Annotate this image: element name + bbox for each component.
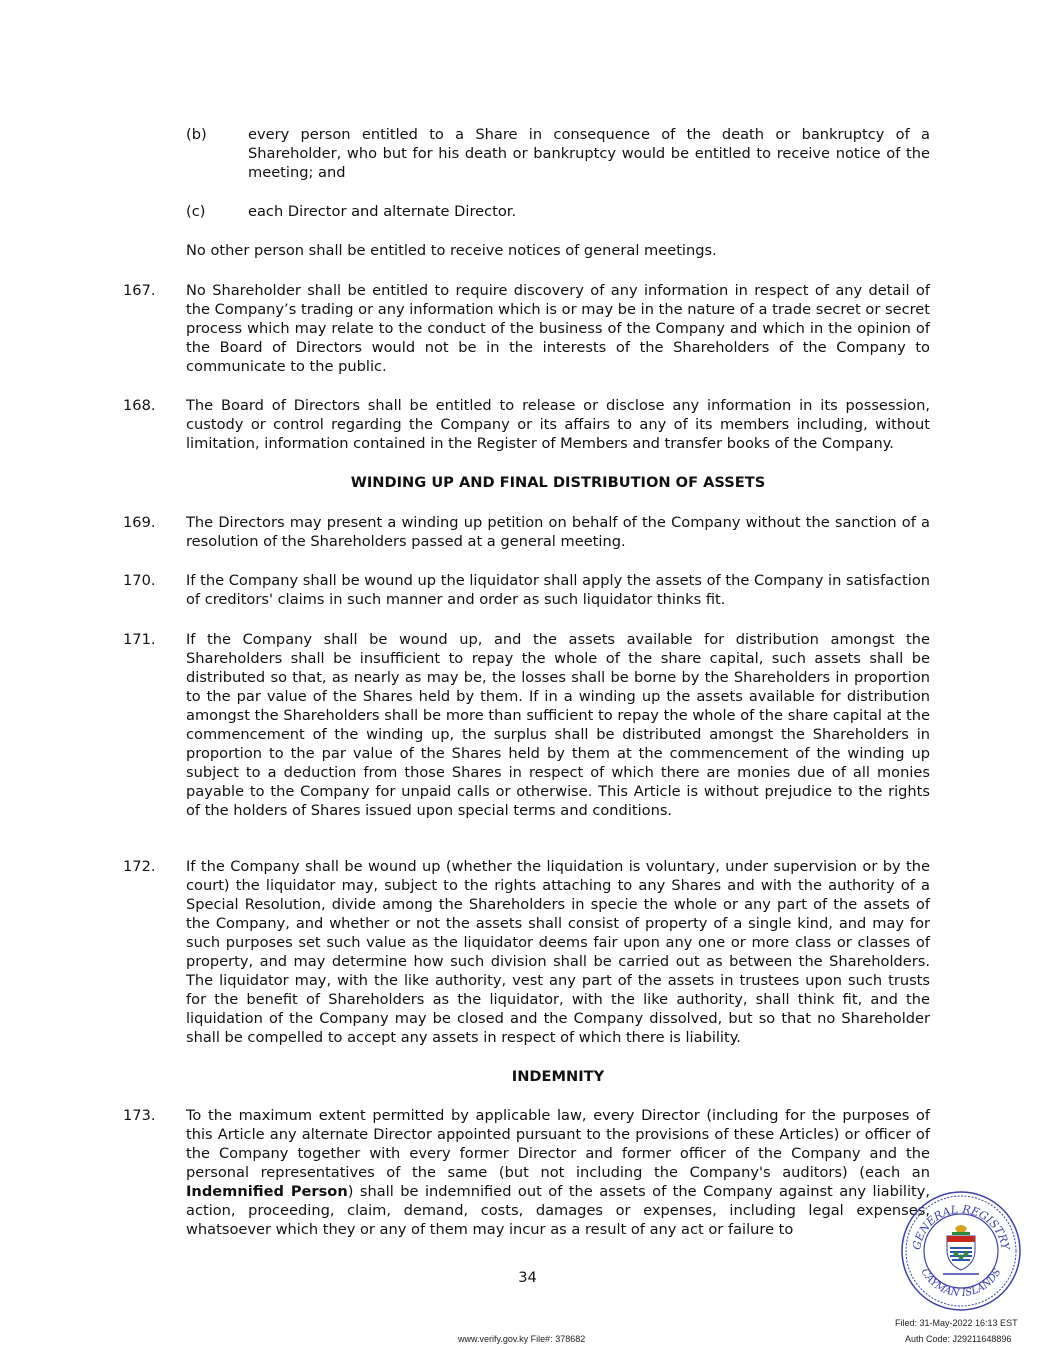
article-173-text xyxy=(186,1106,930,1239)
heading-indemnity: INDEMNITY xyxy=(511,1068,605,1085)
general-registry-seal-icon xyxy=(900,1190,1022,1312)
article-169-text: The Directors may present a winding up petition on behalf of the Company without the sanction of a resolution of the Shareholders passed at a general meeting. xyxy=(186,514,930,550)
article-173-number: 173. xyxy=(123,1107,156,1124)
heading-winding-up: WINDING UP AND FINAL DISTRIBUTION OF ASSETS xyxy=(350,474,766,491)
footer-verify-link: www.verify.gov.ky File#: 378682 xyxy=(458,1334,586,1344)
article-170-number: 170. xyxy=(123,572,156,589)
item-c-text: each Director and alternate Director. xyxy=(248,203,517,220)
article-173-text-pre: To the maximum extent permitted by applicable law, every Director (including for the purposes of this Article any alternate Director appointed pursuant to the provisions of these Articles) or officer of the Company together with every former Director and former officer of the Company and the personal representatives of the same (but not including the Company's auditors) (each an xyxy=(186,1107,930,1181)
article-173-text-post: ) shall be indemnified out of the assets of the Company against any liability, action, proceeding, claim, demand, costs, damages or expenses, including legal expenses, whatsoever which they or any of them may incur as a result of any act or failure to xyxy=(186,1183,931,1238)
article-171-text: If the Company shall be wound up, and the assets available for distribution amongst the Shareholders shall be insufficient to repay the whole of the share capital, such assets shall be distributed so that, as nearly as may be, the losses shall be borne by the Shareholders in proportion to the par value of the Shares held by them. If in a winding up the assets available for distribution amongst the Shareholders shall be more than sufficient to repay the whole of the share capital at the commencement of the winding up, the surplus shall be distributed amongst the Shareholders in proportion to the par value of the Shares held by them at the commencement of the winding up subject to a deduction from those Shares in respect of which there are monies due of all monies payable to the Company for unpaid calls or otherwise. This Article is without prejudice to the rights of the holders of Shares issued upon special terms and conditions. xyxy=(186,631,930,819)
article-167-text: No Shareholder shall be entitled to require discovery of any information in respect of any detail of the Company’s trading or any information which is or may be in the nature of a trade secret or secret process which may relate to the conduct of the business of the Company and which in the opinion of the Board of Directors would not be in the interests of the Shareholders of the Company to communicate to the public. xyxy=(186,282,930,375)
seal-bottom-text: CAYMAN ISLANDS xyxy=(918,1266,1004,1300)
seal-top-text: GENERAL REGISTRY xyxy=(910,1202,1012,1251)
indemnified-person-term: Indemnified Person xyxy=(186,1183,348,1200)
article-169-number: 169. xyxy=(123,514,156,531)
article-168-number: 168. xyxy=(123,397,156,414)
no-other-person-text: No other person shall be entitled to receive notices of general meetings. xyxy=(186,242,717,259)
item-b-text: every person entitled to a Share in consequence of the death or bankruptcy of a Shareholder, who but for his death or bankruptcy would be entitled to receive notice of the meeting; and xyxy=(248,126,930,181)
article-172-number: 172. xyxy=(123,858,156,875)
article-168-text: The Board of Directors shall be entitled to release or disclose any information in its possession, custody or control regarding the Company or its affairs to any of its members including, without limitation, information contained in the Register of Members and transfer books of the Company. xyxy=(186,397,930,452)
footer-filed-date: Filed: 31-May-2022 16:13 EST xyxy=(895,1318,1018,1328)
article-170-text: If the Company shall be wound up the liquidator shall apply the assets of the Company in satisfaction of creditors' claims in such manner and order as such liquidator thinks fit. xyxy=(186,572,930,608)
footer-auth-code: Auth Code: J29211648896 xyxy=(905,1334,1012,1344)
item-c-label: (c) xyxy=(186,203,206,220)
page-number: 34 xyxy=(518,1269,537,1286)
coat-of-arms-icon xyxy=(943,1225,979,1274)
item-b-label: (b) xyxy=(186,126,207,143)
article-171-number: 171. xyxy=(123,631,156,648)
article-172-text: If the Company shall be wound up (whether the liquidation is voluntary, under supervision or by the court) the liquidator may, subject to the rights attaching to any Shares and with the authority of a Special Resolution, divide among the Shareholders in specie the whole or any part of the assets of the Company, and whether or not the assets shall consist of property of a single kind, and may for such purposes set such value as the liquidator deems fair upon any one or more class or classes of property, and may determine how such division shall be carried out as between the Shareholders. The liquidator may, with the like authority, vest any part of the assets in trustees upon such trusts for the benefit of Shareholders as the liquidator, with the like authority, shall think fit, and the liquidation of the Company may be closed and the Company dissolved, but so that no Shareholder shall be compelled to accept any assets in respect of which there is liability. xyxy=(186,858,930,1046)
article-167-number: 167. xyxy=(123,282,156,299)
